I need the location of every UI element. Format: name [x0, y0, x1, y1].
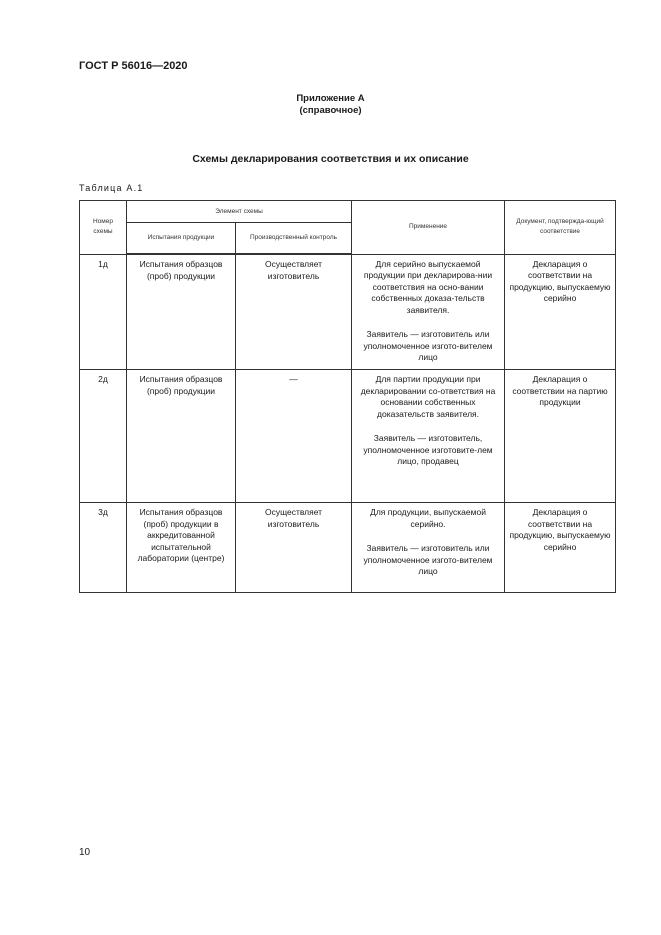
- cell-scheme-number: 2д: [80, 370, 127, 503]
- annex-title: Приложение А: [296, 93, 365, 104]
- application-applicant: Заявитель — изготовитель или уполномоченное изгото-вителем лицо: [363, 329, 493, 362]
- annex-note: (справочное): [299, 105, 362, 116]
- header-conformity-document: Документ, подтвержда-ющий соответствие: [505, 201, 616, 255]
- header-scheme-element: Элемент схемы: [127, 201, 352, 223]
- application-purpose: Для продукции, выпускаемой серийно.: [370, 507, 486, 529]
- cell-application: [352, 503, 505, 593]
- table-row: [80, 370, 616, 503]
- table-row: [80, 503, 616, 593]
- table-row: [80, 254, 616, 370]
- cell-conformity-document: Декларация о соответствии на партию продукции: [505, 370, 616, 503]
- cell-product-testing: Испытания образцов (проб) продукции: [127, 370, 236, 503]
- header-application: Применение: [352, 201, 505, 255]
- cell-production-control: —: [236, 370, 352, 503]
- application-purpose: Для серийно выпускаемой продукции при декларирова-нии соответствия на осно-вании собственных доказа-тельств заявителя.: [363, 258, 493, 315]
- header-product-testing: Испытания продукции: [127, 223, 236, 255]
- cell-scheme-number: 3д: [80, 503, 127, 593]
- cell-production-control: Осуществляет изготовитель: [236, 254, 352, 370]
- cell-conformity-document: Декларация о соответствии на продукцию, выпускаемую серийно: [505, 254, 616, 370]
- page-number: 10: [79, 847, 91, 858]
- cell-product-testing: Испытания образцов (проб) продукции в аккредитованной испытательной лаборатории (центре): [127, 503, 236, 593]
- document-header: ГОСТ Р 56016—2020: [79, 60, 188, 72]
- cell-scheme-number: 1д: [80, 254, 127, 370]
- header-production-control: Производственный контроль: [236, 223, 352, 255]
- application-applicant: Заявитель — изготовитель или уполномоченное изгото-вителем лицо: [363, 543, 493, 576]
- cell-application: [352, 370, 505, 503]
- cell-production-control: Осуществляет изготовитель: [236, 503, 352, 593]
- application-applicant: Заявитель — изготовитель, уполномоченное изготовите-лем лицо, продавец: [363, 433, 493, 466]
- schemes-table: [79, 200, 616, 593]
- cell-conformity-document: Декларация о соответствии на продукцию, выпускаемую серийно: [505, 503, 616, 593]
- table-header: [80, 201, 616, 255]
- annex-heading: [0, 93, 661, 117]
- header-scheme-number: Номер схемы: [80, 201, 127, 255]
- cell-product-testing: Испытания образцов (проб) продукции: [127, 254, 236, 370]
- application-purpose: Для партии продукции при декларировании со-ответствия на основании собственных доказательств заявителя.: [360, 374, 496, 419]
- table-label: Таблица А.1: [79, 183, 144, 193]
- cell-application: [352, 254, 505, 370]
- section-title: Схемы декларирования соответствия и их описание: [192, 153, 469, 165]
